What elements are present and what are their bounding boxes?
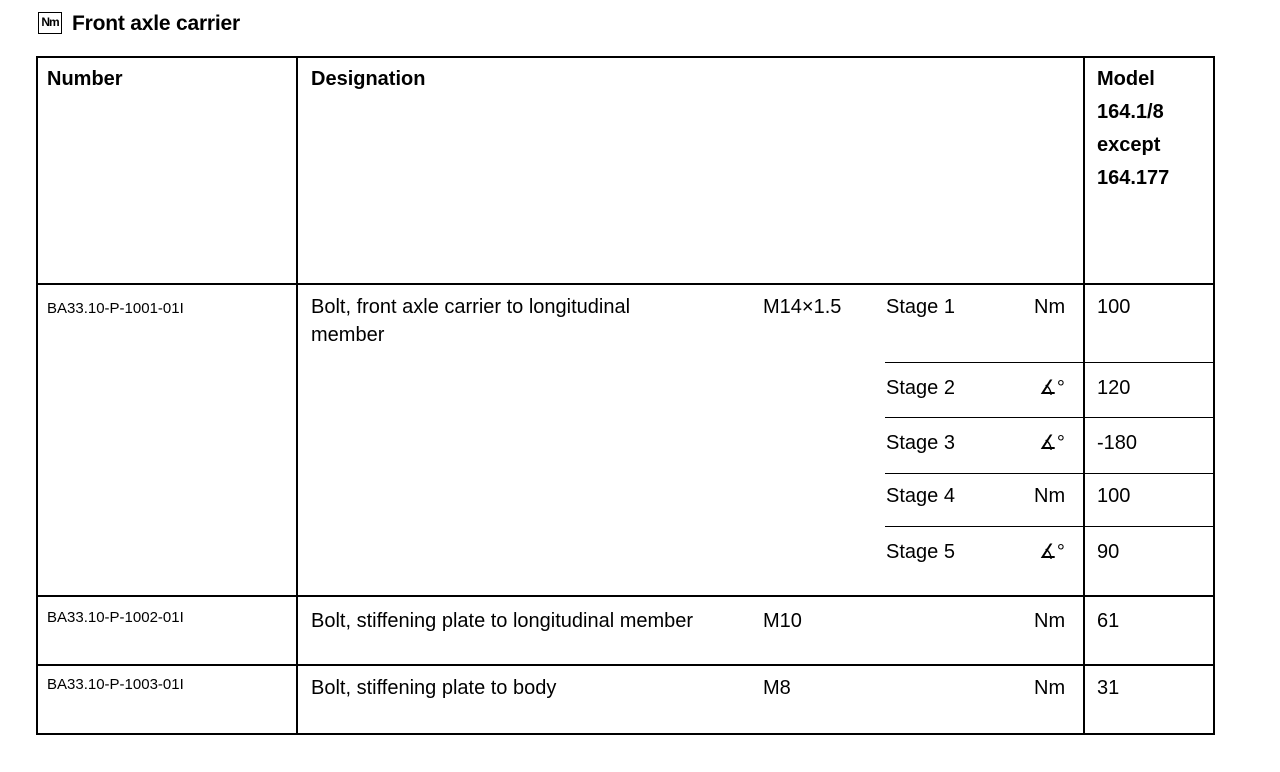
- row-divider-stage-2: [885, 417, 1215, 418]
- header-number: Number: [47, 68, 123, 90]
- row-3-unit: Nm: [1034, 677, 1066, 699]
- section-title-text: Front axle carrier: [72, 12, 240, 35]
- row-divider-row-1: [36, 595, 1215, 597]
- header-designation: Designation: [311, 68, 426, 90]
- stage-2-label: Stage 2: [886, 377, 955, 399]
- stage-2-angle-icon: ∡°: [1039, 377, 1065, 399]
- table-border-top: [36, 56, 1215, 58]
- stage-3-value: -180: [1097, 432, 1138, 454]
- section-title: [38, 11, 240, 37]
- stage-1-value: 100: [1097, 296, 1131, 318]
- table-border-right: [1213, 56, 1215, 735]
- row-divider-stage-3: [885, 473, 1215, 474]
- row-3-thread: M8: [763, 677, 791, 699]
- row-2-value: 61: [1097, 610, 1120, 632]
- torque-nm-icon: Nm: [38, 12, 62, 34]
- stage-4-value: 100: [1097, 485, 1131, 507]
- header-model-line-3: except: [1097, 134, 1161, 156]
- stage-3-label: Stage 3: [886, 432, 955, 454]
- torque-table: [36, 56, 1215, 735]
- stage-4-unit: Nm: [1034, 485, 1066, 507]
- stage-3-angle-icon: ∡°: [1039, 432, 1065, 454]
- stage-2-value: 120: [1097, 377, 1131, 399]
- column-divider-model: [1083, 56, 1085, 735]
- header-model-line-1: Model: [1097, 68, 1155, 90]
- stage-1-label: Stage 1: [886, 296, 955, 318]
- row-divider-header: [36, 283, 1215, 285]
- stage-5-value: 90: [1097, 541, 1120, 563]
- row-1-thread: M14×1.5: [763, 296, 842, 318]
- row-2-thread: M10: [763, 610, 802, 632]
- row-3-number: BA33.10-P-1003-01I: [47, 676, 184, 693]
- header-model-line-2: 164.1/8: [1097, 101, 1164, 123]
- row-2-designation: Bolt, stiffening plate to longitudinal member: [311, 610, 694, 632]
- stage-5-label: Stage 5: [886, 541, 955, 563]
- row-1-designation-line-1: Bolt, front axle carrier to longitudinal: [311, 296, 631, 318]
- stage-5-angle-icon: ∡°: [1039, 541, 1065, 563]
- row-2-unit: Nm: [1034, 610, 1066, 632]
- row-3-designation: Bolt, stiffening plate to body: [311, 677, 557, 699]
- row-1-designation-line-2: member: [311, 324, 385, 346]
- row-divider-stage-1: [885, 362, 1215, 363]
- stage-4-label: Stage 4: [886, 485, 955, 507]
- header-model-line-4: 164.177: [1097, 167, 1170, 189]
- row-3-value: 31: [1097, 677, 1120, 699]
- row-divider-stage-4: [885, 526, 1215, 527]
- row-divider-row-2: [36, 664, 1215, 666]
- row-1-number: BA33.10-P-1001-01I: [47, 300, 184, 317]
- stage-1-unit: Nm: [1034, 296, 1066, 318]
- column-divider-number: [296, 56, 298, 735]
- table-border-bottom: [36, 733, 1215, 735]
- row-2-number: BA33.10-P-1002-01I: [47, 609, 184, 626]
- table-border-left: [36, 56, 38, 735]
